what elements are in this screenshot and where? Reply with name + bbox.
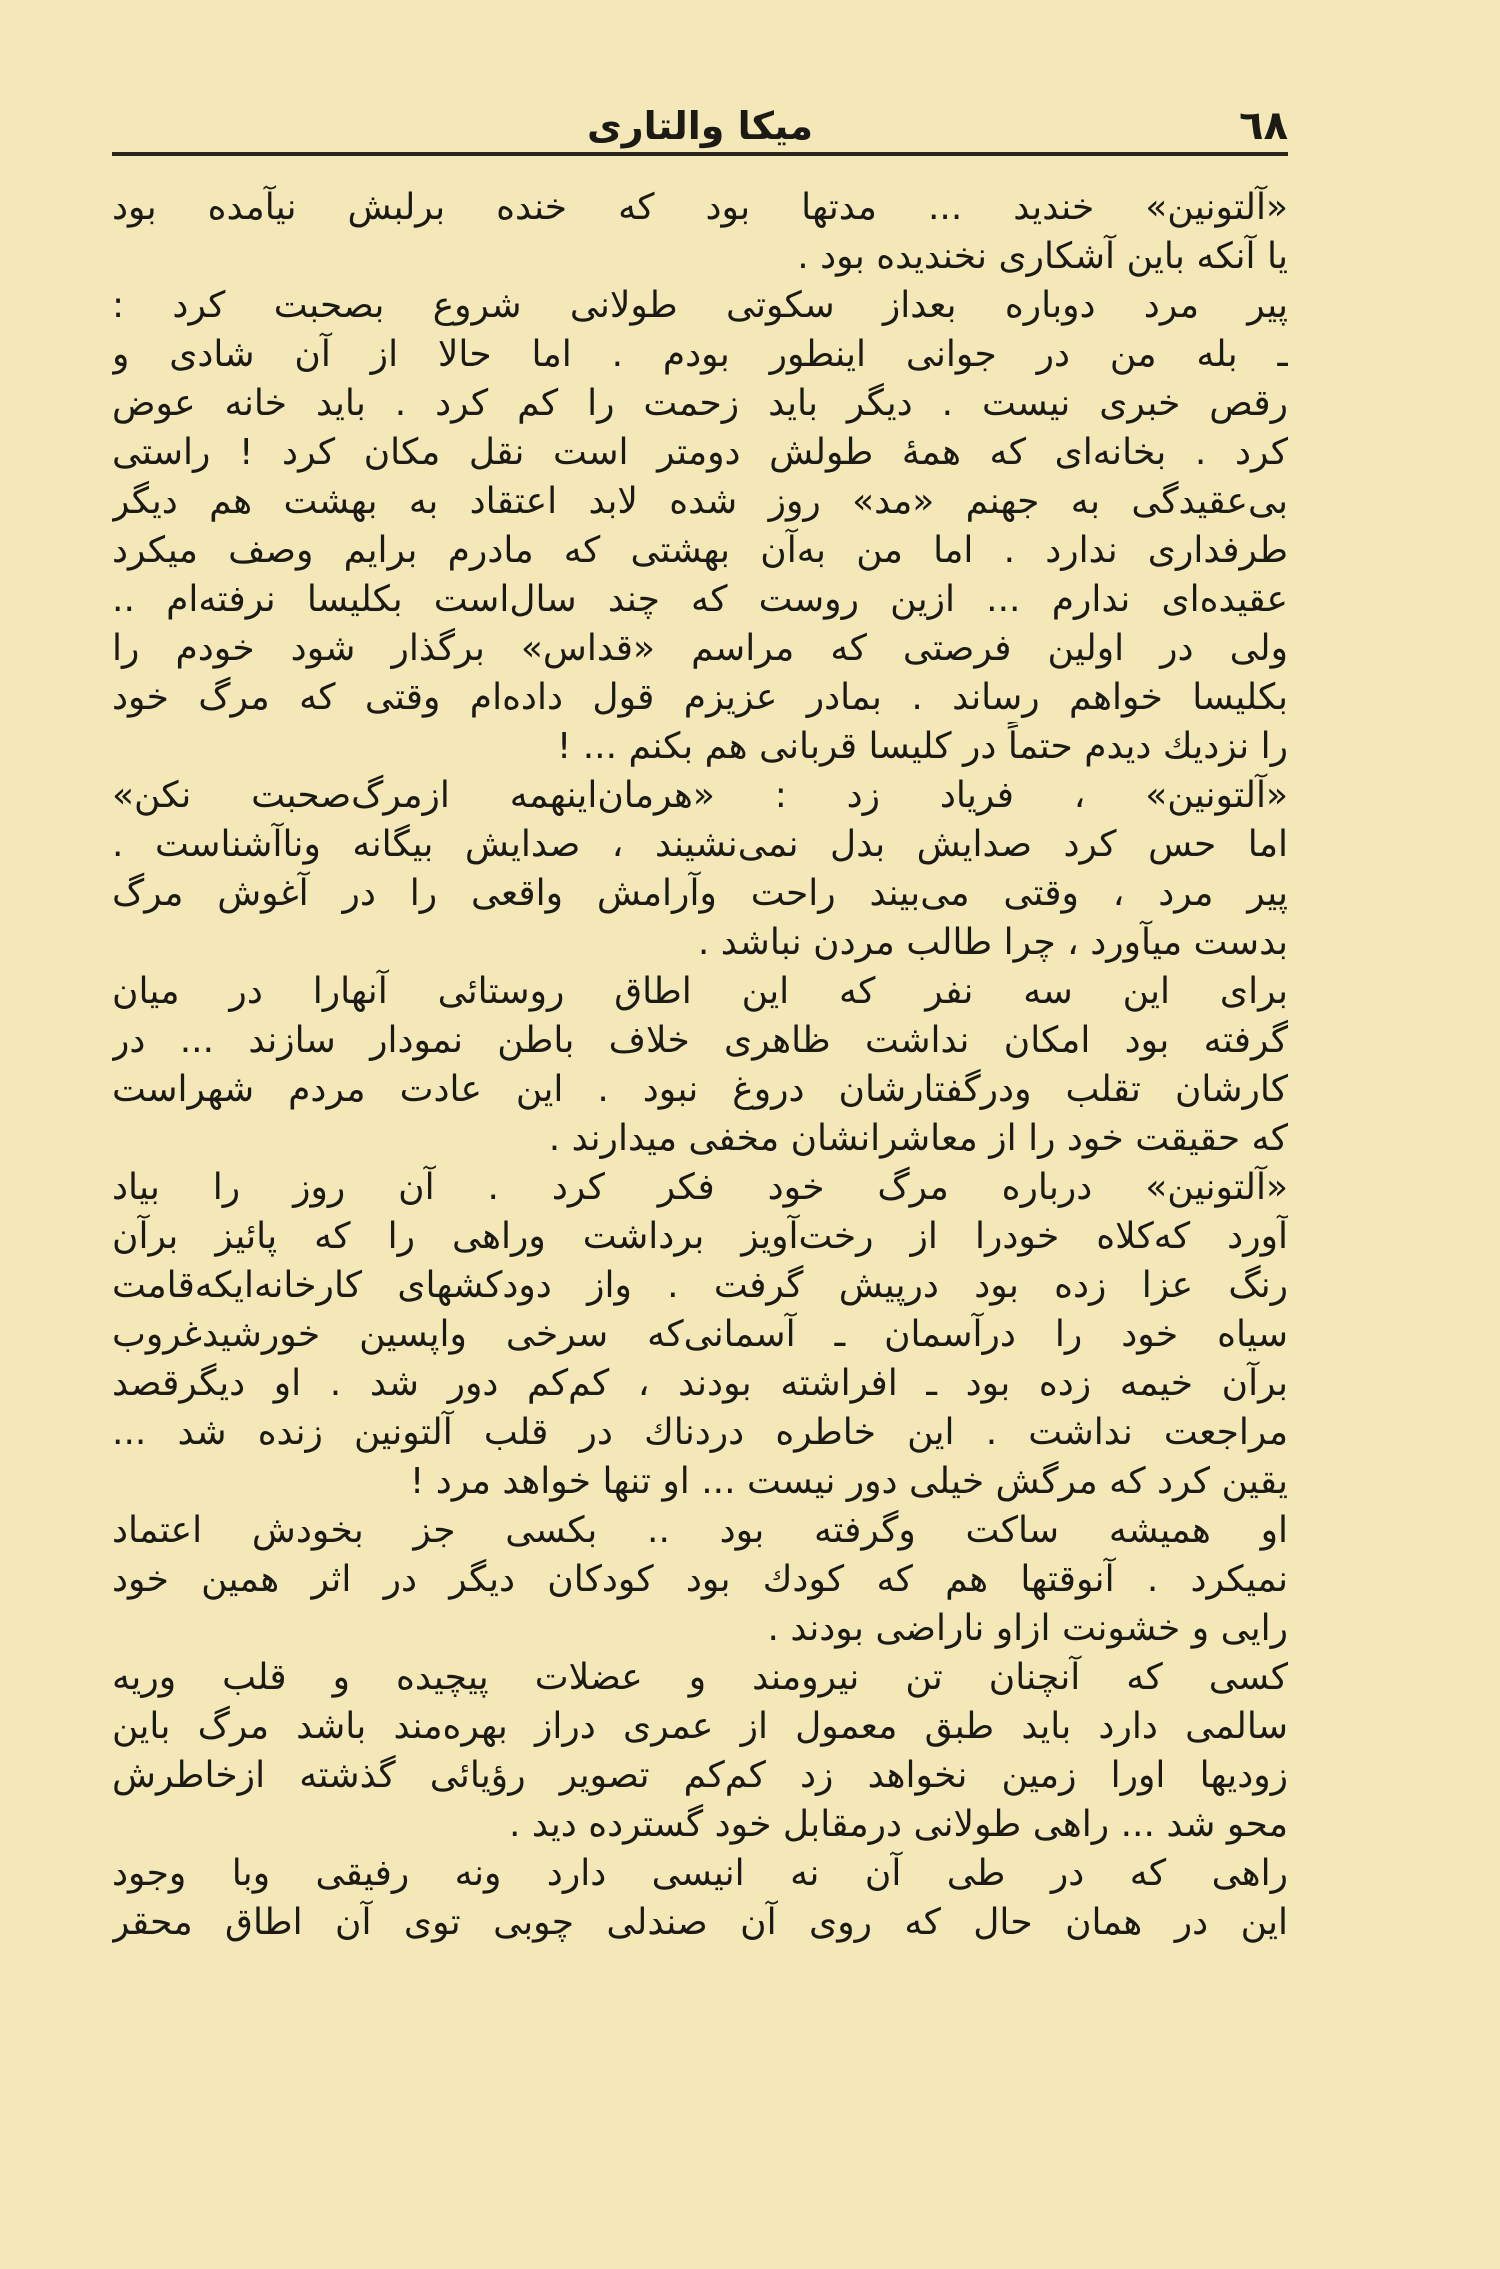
- text-line: رنگ عزا زده بود درپیش گرفت . واز دودکشهای کارخانه‌ایکه‌قامت: [112, 1265, 1288, 1306]
- text-line: را نزدیك دیدم حتماً در کلیسا قربانی هم بکنم ... !: [556, 726, 1288, 767]
- text-line: سیاه خود را درآسمان ـ آسمانی‌که سرخی واپسین خورشیدغروب: [112, 1314, 1288, 1355]
- text-line: او همیشه ساکت وگرفته بود .. بکسی جز بخودش اعتماد: [112, 1510, 1288, 1551]
- page-number: ٦٨: [1239, 103, 1288, 149]
- text-line: ـ بله من در جوانی اینطور بودم . اما حالا از آن شادی و: [112, 334, 1288, 375]
- body-text: [112, 183, 1288, 1947]
- page-header: [112, 100, 1288, 156]
- text-line: ولی در اولین فرصتی که مراسم «قداس» برگذار شود خودم را: [112, 628, 1288, 669]
- text-line: سالمی دارد باید طبق معمول از عمری دراز بهره‌مند باشد مرگ باین: [112, 1706, 1288, 1747]
- text-line: که حقیقت خود را از معاشرانشان مخفی میدارند .: [548, 1118, 1288, 1159]
- text-line: این در همان حال که روی آن صندلی چوبی توی آن اطاق محقر: [112, 1902, 1288, 1943]
- text-line: محو شد ... راهی طولانی درمقابل خود گسترده دید .: [509, 1804, 1288, 1845]
- text-line: پیر مرد دوباره بعداز سکوتی طولانی شروع بصحبت کرد :: [112, 285, 1288, 326]
- text-line: یقین کرد که مرگش خیلی دور نیست ... او تنها خواهد مرد !: [409, 1461, 1288, 1502]
- text-line: طرفداری ندارد . اما من به‌آن بهشتی که مادرم برایم وصف میکرد: [112, 530, 1288, 571]
- text-line: بدست میآورد ، چرا طالب مردن نباشد .: [697, 922, 1288, 963]
- text-line: برآن خیمه زده بود ـ افراشته بودند ، کم‌کم دور شد . او دیگرقصد: [112, 1363, 1288, 1404]
- text-line: عقیده‌ای ندارم ... ازین روست که چند سال‌است بکلیسا نرفته‌ام ..: [112, 579, 1288, 620]
- text-line: «آلتونین» خندید ... مدتها بود که خنده برلبش نیآمده بود: [112, 187, 1288, 228]
- text-line: کارشان تقلب ودرگفتارشان دروغ نبود . این عادت مردم شهراست: [112, 1069, 1288, 1110]
- text-line: «آلتونین» درباره مرگ خود فکر کرد . آن روز را بیاد: [112, 1167, 1288, 1208]
- text-line: آورد که‌کلاه خودرا از رخت‌آویز برداشت وراهی را که پائیز برآن: [112, 1216, 1288, 1257]
- text-line: رایی و خشونت ازاو ناراضی بودند .: [767, 1608, 1288, 1649]
- text-line: راهی که در طی آن نه انیسی دارد ونه رفیقی وبا وجود: [112, 1853, 1288, 1894]
- text-line: بی‌عقیدگی به جهنم «مد» روز شده لابد اعتقاد به بهشت هم دیگر: [112, 481, 1288, 522]
- text-line: برای این سه نفر که این اطاق روستائی آنهارا در میان: [112, 971, 1288, 1012]
- text-line: زودیها اورا زمین نخواهد زد کم‌کم تصویر رؤیائی گذشته ازخاطرش: [112, 1755, 1288, 1796]
- text-line: کرد . بخانه‌ای که همهٔ طولش دومتر است نقل مکان کرد ! راستی: [112, 432, 1288, 473]
- text-line: اما حس کرد صدایش بدل نمی‌نشیند ، صدایش بیگانه وناآشناست .: [112, 824, 1288, 865]
- text-line: مراجعت نداشت . این خاطره دردناك در قلب آلتونین زنده شد ...: [112, 1412, 1288, 1453]
- text-line: رقص خبری نیست . دیگر باید زحمت را کم کرد . باید خانه عوض: [112, 383, 1288, 424]
- text-line: بکلیسا خواهم رساند . بمادر عزیزم قول داده‌ام وقتی که مرگ خود: [112, 677, 1288, 718]
- text-line: گرفته بود امکان نداشت ظاهری خلاف باطن نمودار سازند ... در: [112, 1020, 1288, 1061]
- text-line: پیر مرد ، وقتی می‌بیند راحت وآرامش واقعی را در آغوش مرگ: [112, 873, 1288, 914]
- text-line: کسی که آنچنان تن نیرومند و عضلات پیچیده و قلب وریه: [112, 1657, 1288, 1698]
- running-title: میکا والتاری: [586, 104, 814, 148]
- text-line: نمیکرد . آنوقتها هم که کودك بود کودکان دیگر در اثر همین خود: [112, 1559, 1288, 1600]
- text-line: «آلتونین» ، فریاد زد : «هرمان‌اینهمه ازمرگ‌صحبت نکن»: [112, 775, 1288, 816]
- text-line: یا آنکه باین آشکاری نخندیده بود .: [797, 236, 1288, 277]
